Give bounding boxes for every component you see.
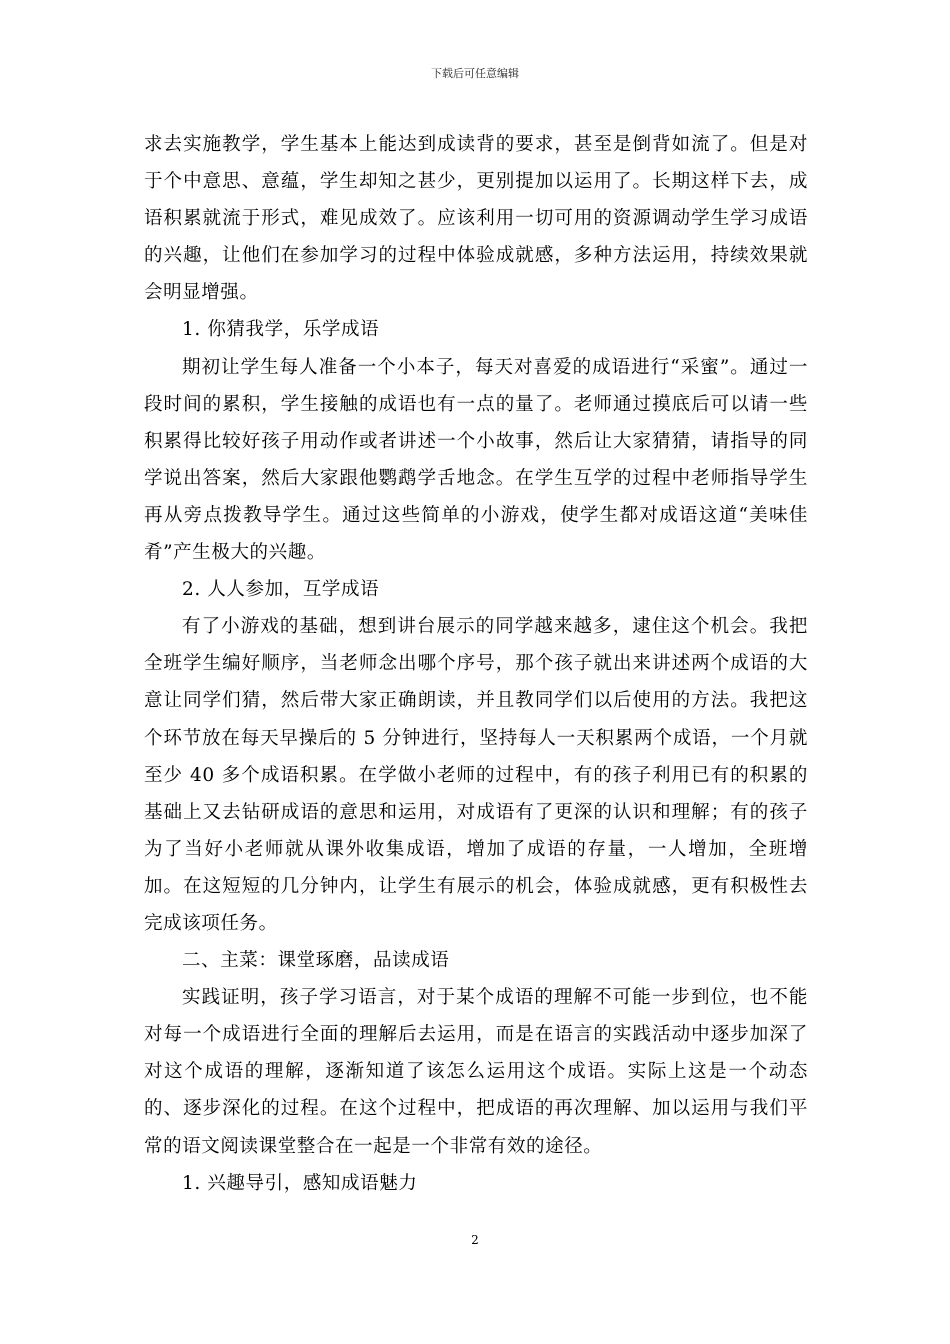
document-body	[144, 126, 808, 1202]
paragraph: 有了小游戏的基础，想到讲台展示的同学越来越多，逮住这个机会。我把全班学生编好顺序，当老师念出哪个序号，那个孩子就出来讲述两个成语的大意让同学们猜，然后带大家正确朗读，并且教同学们以后使用的方法。我把这个环节放在每天早操后的 5 分钟进行，坚持每人一天积累两个成语，一个月就至少 40 多个成语积累。在学做小老师的过程中，有的孩子利用已有的积累的基础上又去钻研成语的意思和运用，对成语有了更深的认识和理解；有的孩子为了当好小老师就从课外收集成语，增加了成语的存量，一人增加，全班增加。在这短短的几分钟内，让学生有展示的机会，体验成就感，更有积极性去完成该项任务。	[144, 616, 808, 934]
paragraph: 期初让学生每人准备一个小本子，每天对喜爱的成语进行“采蜜”。通过一段时间的累积，学生接触的成语也有一点的量了。老师通过摸底后可以请一些积累得比较好孩子用动作或者讲述一个小故事，然后让大家猜猜，请指导的同学说出答案，然后大家跟他鹦鹉学舌地念。在学生互学的过程中老师指导学生再从旁点拨教导学生。通过这些简单的小游戏，使学生都对成语这道“美味佳肴”产生极大的兴趣。	[144, 356, 808, 564]
section-heading-interest-guide: 1. 兴趣导引，感知成语魅力	[182, 1172, 418, 1194]
paragraph: 实践证明，孩子学习语言，对于某个成语的理解不可能一步到位，也不能对每一个成语进行全面的理解后去运用，而是在语言的实践活动中逐步加深了对这个成语的理解，逐渐知道了该怎么运用这个成语。实际上这是一个动态的、逐步深化的过程。在这个过程中，把成语的再次理解、加以运用与我们平常的语文阅读课堂整合在一起是一个非常有效的途径。	[144, 987, 808, 1157]
page-number: 2	[471, 1233, 479, 1247]
section-heading-1: 1. 你猜我学，乐学成语	[182, 319, 380, 341]
paragraph-continuation: 求去实施教学，学生基本上能达到成读背的要求，甚至是倒背如流了。但是对于个中意思、意蕴，学生却知之甚少，更别提加以运用了。长期这样下去，成语积累就流于形式，难见成效了。应该利用一切可用的资源调动学生学习成语的兴趣，让他们在参加学习的过程中体验成就感，多种方法运用，持续效果就会明显增强。	[144, 134, 808, 304]
page-header: 下载后可任意编辑	[431, 67, 519, 80]
section-heading-2: 2. 人人参加，互学成语	[182, 579, 380, 601]
section-heading-main-course: 二、主菜：课堂琢磨，品读成语	[182, 950, 450, 972]
